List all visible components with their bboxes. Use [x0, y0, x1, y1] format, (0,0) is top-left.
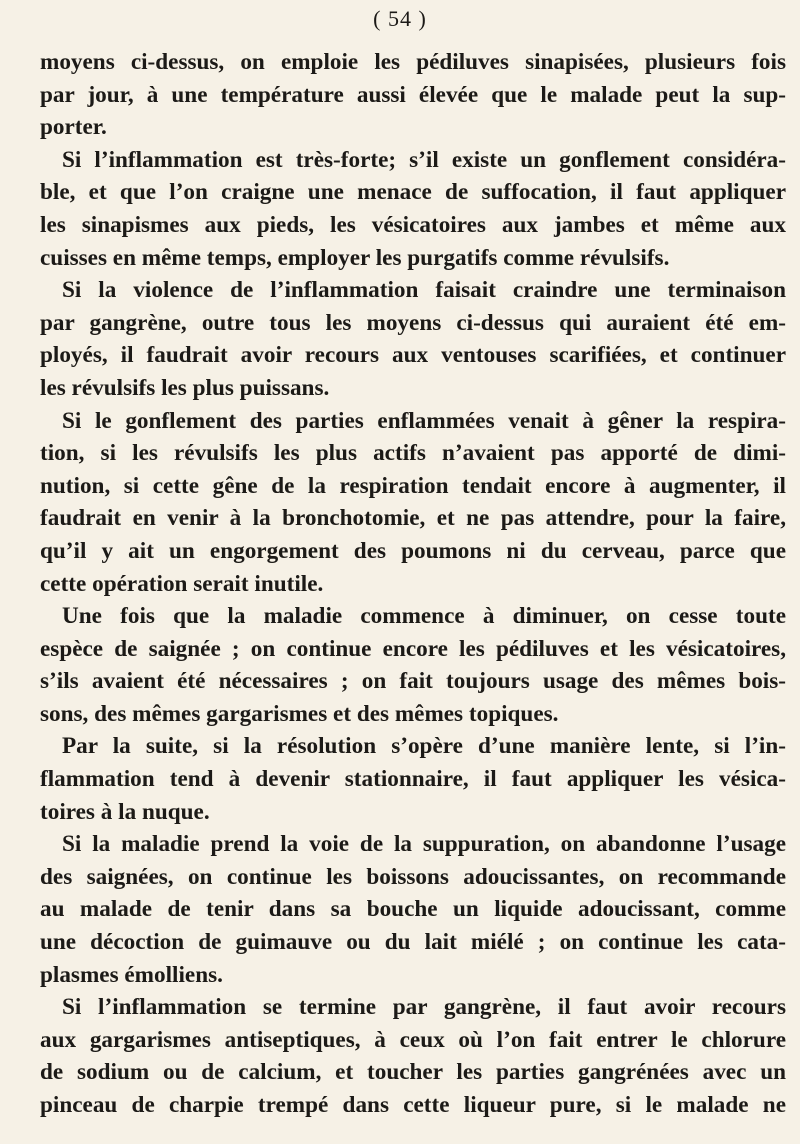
paragraph	[40, 991, 786, 1121]
text-line: Par la suite, si la résolution s’opère d’une manière lente, si l’in-	[62, 733, 786, 760]
text-line: au malade de tenir dans sa bouche un liquide adoucissant, comme	[40, 896, 786, 923]
paragraph	[40, 828, 786, 991]
text-line: sons, des mêmes gargarismes et des mêmes topiques.	[40, 700, 559, 727]
text-line: par jour, à une température aussi élevée que le malade peut la sup-	[40, 81, 786, 108]
text-line: cuisses en même temps, employer les purgatifs comme révulsifs.	[40, 244, 670, 271]
paragraph	[40, 274, 786, 404]
text-line: cette opération serait inutile.	[40, 570, 324, 597]
text-line: qu’il y ait un engorgement des poumons ni du cerveau, parce que	[40, 537, 786, 564]
paragraph	[40, 730, 786, 828]
text-line: de sodium ou de calcium, et toucher les parties gangrénées avec un	[40, 1059, 786, 1086]
text-line: une décoction de guimauve ou du lait miélé ; on continue les cata-	[40, 929, 786, 956]
paragraph	[40, 46, 786, 144]
text-line: ble, et que l’on craigne une menace de suffocation, il faut appliquer	[40, 179, 786, 206]
text-line: Si la violence de l’inflammation faisait craindre une terminaison	[62, 277, 786, 304]
text-line: espèce de saignée ; on continue encore les pédiluves et les vésicatoires,	[40, 635, 786, 662]
text-line: moyens ci-dessus, on emploie les pédiluves sinapisées, plusieurs fois	[40, 49, 786, 75]
text-line: porter.	[40, 114, 107, 141]
text-line: ployés, il faudrait avoir recours aux ventouses scarifiées, et continuer	[40, 342, 786, 369]
text-line: toires à la nuque.	[40, 798, 210, 825]
text-line: par gangrène, outre tous les moyens ci-dessus qui auraient été em-	[40, 309, 786, 336]
text-line: Si l’inflammation se termine par gangrène, il faut avoir recours	[62, 994, 786, 1021]
paragraph	[40, 405, 786, 601]
text-line: des saignées, on continue les boissons adoucissantes, on recommande	[40, 863, 786, 890]
text-line: s’ils avaient été nécessaires ; on fait toujours usage des mêmes bois-	[40, 668, 786, 695]
text-line: nution, si cette gêne de la respiration tendait encore à augmenter, il	[40, 472, 786, 499]
text-line: faudrait en venir à la bronchotomie, et ne pas attendre, pour la faire,	[40, 505, 786, 532]
text-line: Si l’inflammation est très-forte; s’il existe un gonflement considéra-	[62, 146, 786, 173]
text-line: Si la maladie prend la voie de la suppuration, on abandonne l’usage	[62, 831, 786, 858]
text-line: les sinapismes aux pieds, les vésicatoires aux jambes et même aux	[40, 211, 786, 238]
text-line: Une fois que la maladie commence à diminuer, on cesse toute	[62, 603, 786, 630]
body-text	[40, 46, 786, 1122]
text-line: Si le gonflement des parties enflammées venait à gêner la respira-	[62, 407, 786, 434]
text-line: les révulsifs les plus puissans.	[40, 374, 330, 401]
paragraph	[40, 144, 786, 274]
text-line: tion, si les révulsifs les plus actifs n’avaient pas apporté de dimi-	[40, 440, 786, 467]
text-line: plasmes émolliens.	[40, 961, 223, 988]
text-line: flammation tend à devenir stationnaire, il faut appliquer les vésica-	[40, 766, 786, 793]
text-line: pinceau de charpie trempé dans cette liqueur pure, si le malade ne	[40, 1092, 786, 1118]
paragraph	[40, 600, 786, 730]
page-number: ( 54 )	[373, 6, 427, 31]
text-line: aux gargarismes antiseptiques, à ceux où l’on fait entrer le chlorure	[40, 1026, 786, 1053]
